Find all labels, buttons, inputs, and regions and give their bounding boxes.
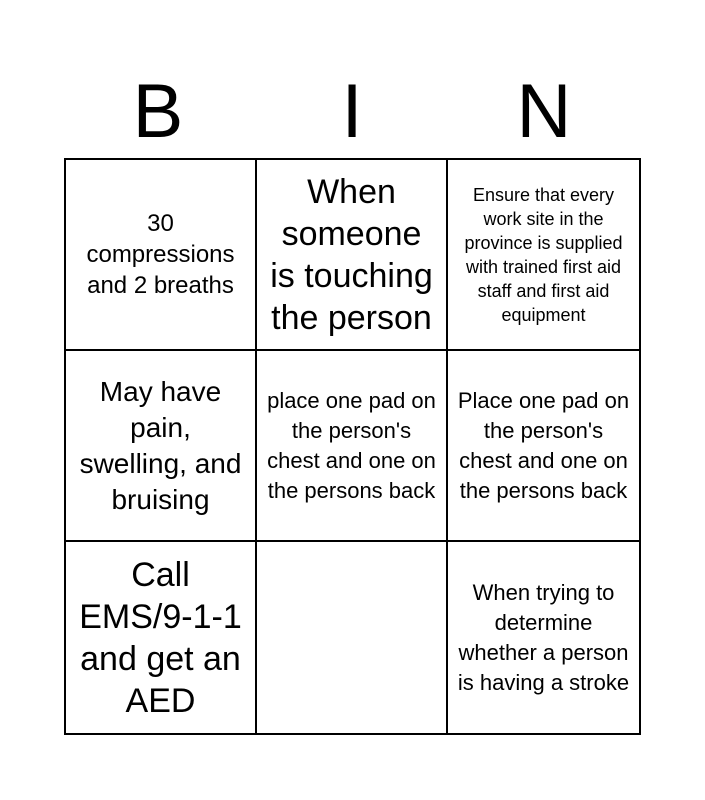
header-letter-n: N	[516, 69, 572, 154]
bingo-cell[interactable]	[448, 351, 639, 542]
bingo-cell[interactable]	[66, 351, 257, 542]
bingo-cell[interactable]	[448, 542, 639, 733]
cell-text: When trying to determine whether a person is having a stroke	[457, 579, 630, 695]
cell-text: Call EMS/9-1-1 and get an AED	[79, 555, 242, 720]
bingo-cell[interactable]	[66, 542, 257, 733]
cell-text: Ensure that every work site in the province is supplied with trained first aid staff and first aid equipment	[464, 184, 623, 325]
cell-text: 30 compressions and 2 breaths	[86, 210, 235, 299]
bingo-cell[interactable]	[448, 160, 639, 351]
header-letter-i: I	[341, 69, 363, 154]
cell-text: place one pad on the person's chest and one on the persons back	[267, 387, 436, 503]
cell-text: May have pain, swelling, and bruising	[79, 375, 242, 515]
bingo-free-cell[interactable]	[257, 542, 448, 733]
bingo-cell[interactable]	[257, 160, 448, 351]
cell-text: When someone is touching the person	[270, 172, 433, 337]
cell-text: Place one pad on the person's chest and one on the persons back	[457, 387, 630, 503]
bingo-cell[interactable]	[66, 160, 257, 351]
bingo-cell[interactable]	[257, 351, 448, 542]
header-letter-b: B	[132, 69, 184, 154]
bingo-board	[64, 158, 641, 735]
